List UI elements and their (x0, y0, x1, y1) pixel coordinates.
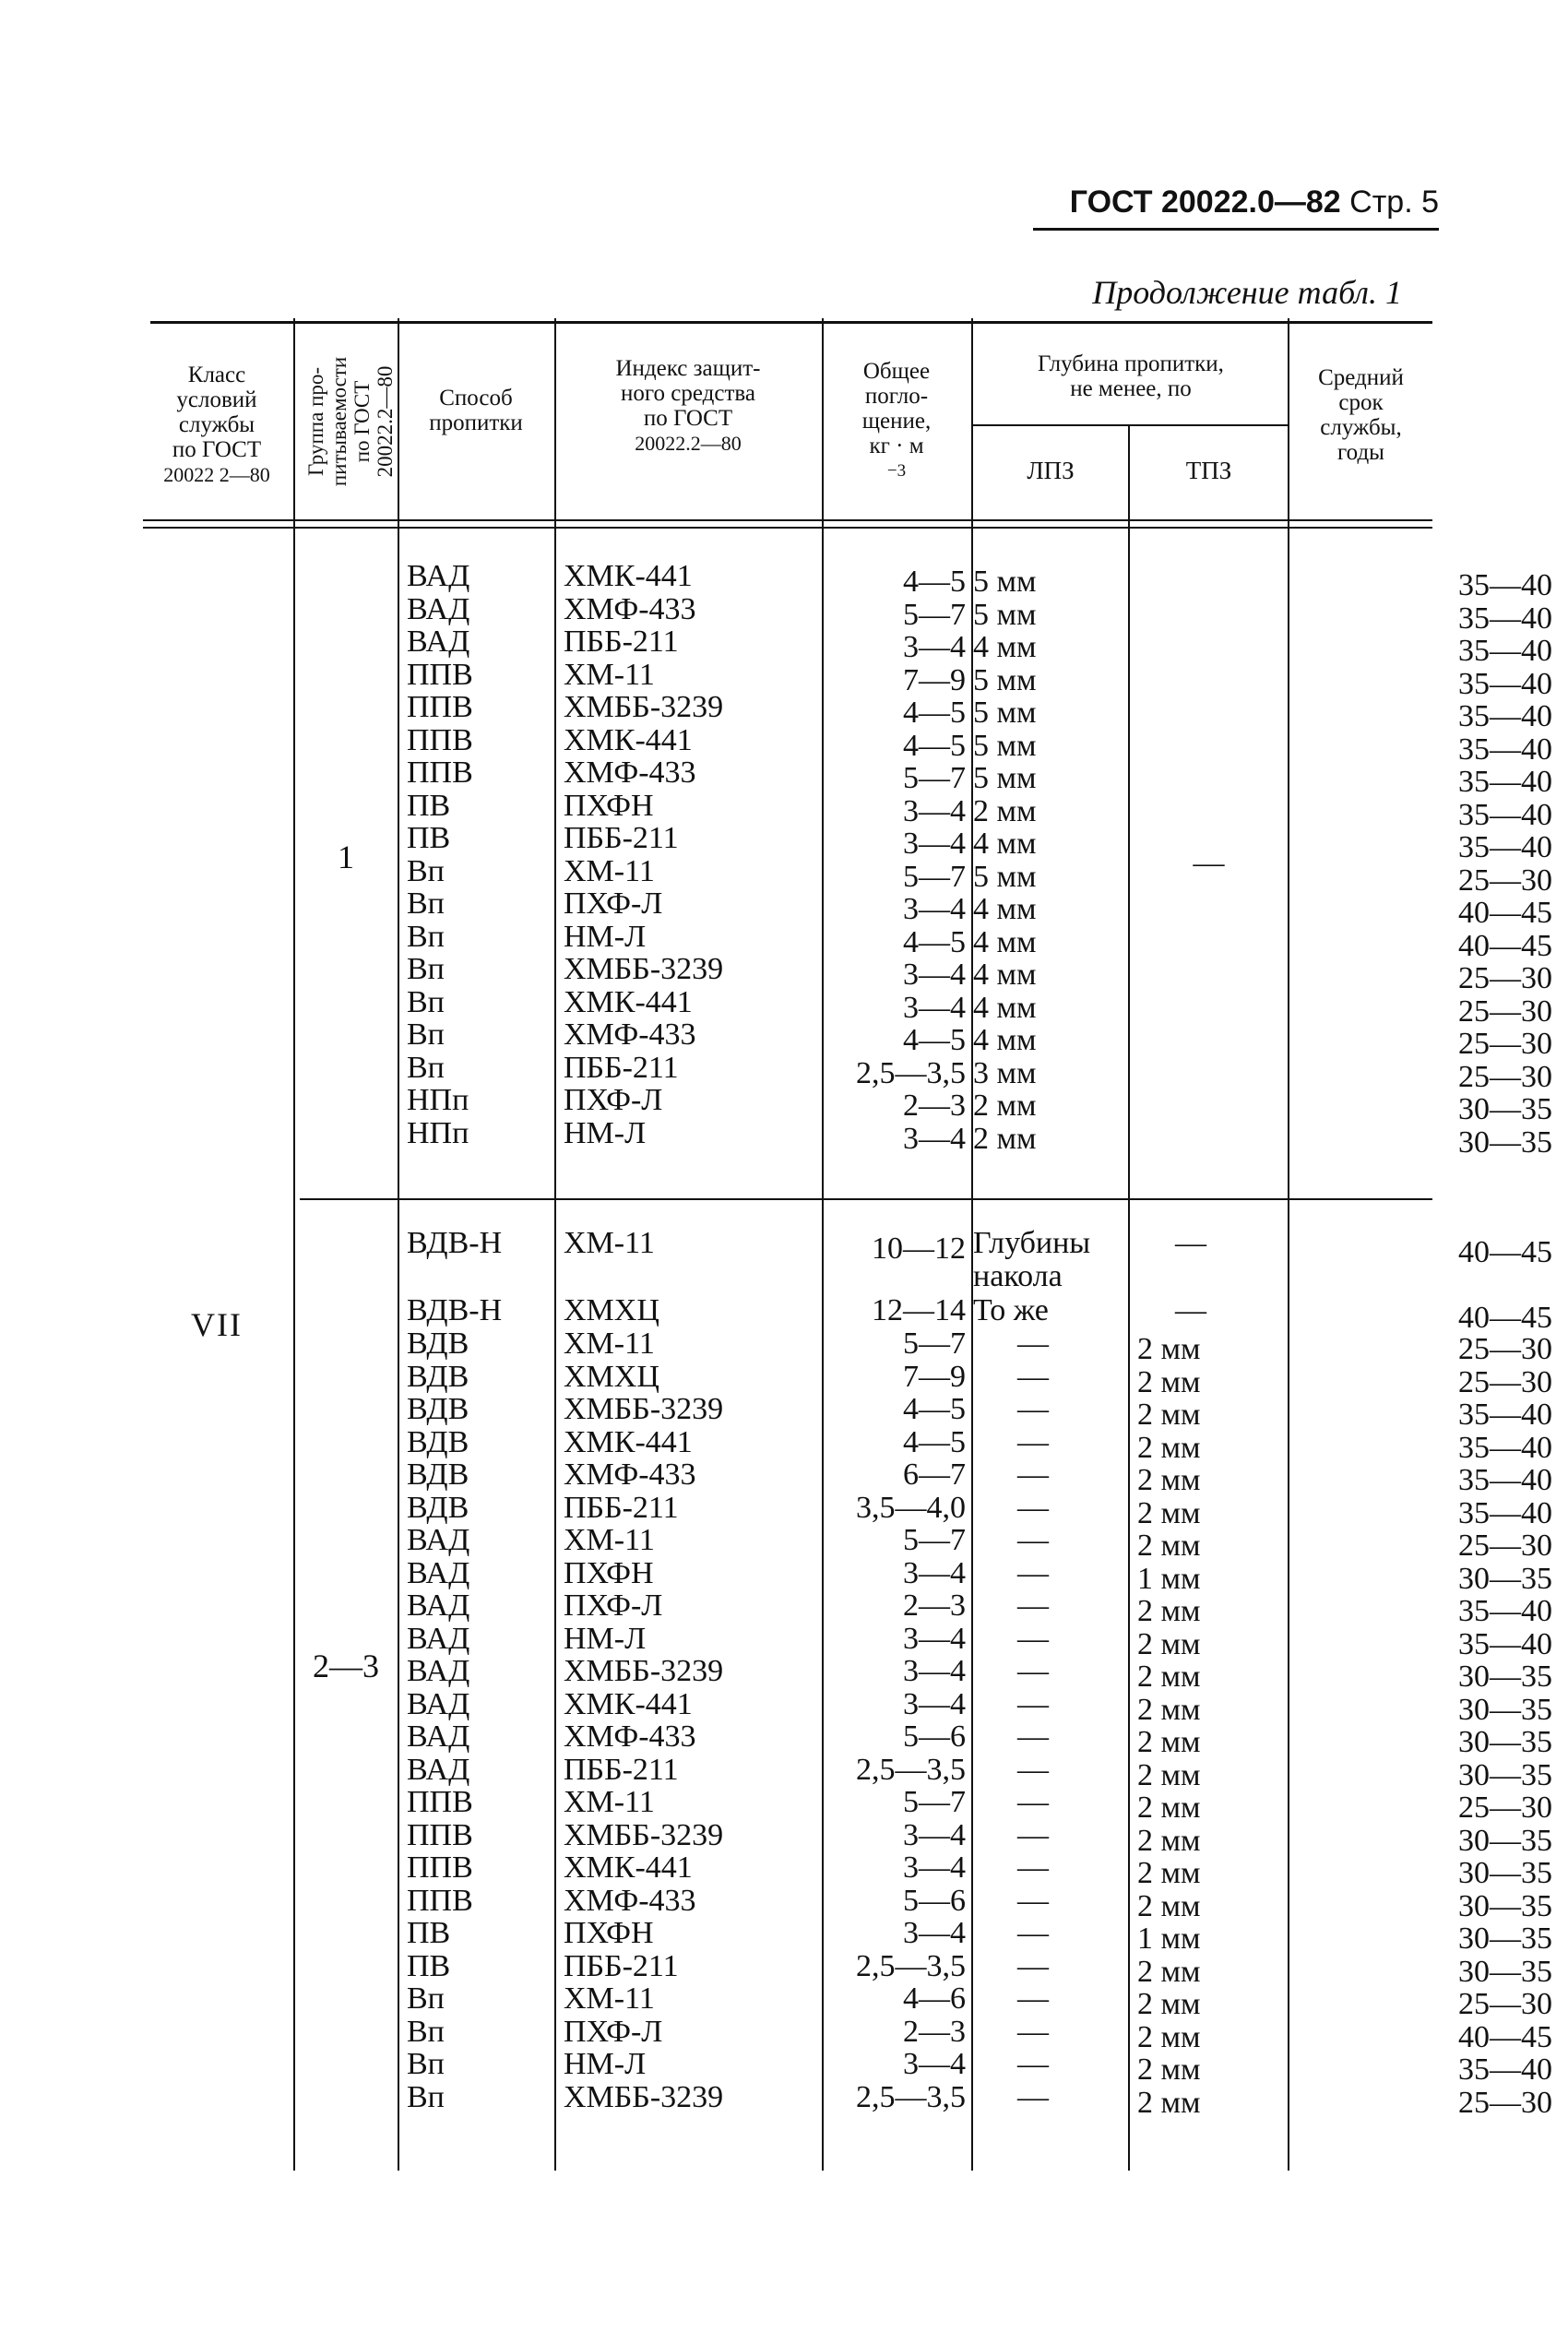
g1-row-17-method: НПп (407, 1115, 469, 1150)
g1-row-0-lpz: 5 мм (973, 565, 1037, 599)
g1-row-0-index: ХМК-441 (564, 559, 693, 593)
g2-row-23-method: Вп (407, 2079, 445, 2114)
g2-row-19-lpz: — (1017, 1948, 1049, 1983)
g2-row-18-tpz: 1 мм (1137, 1922, 1201, 1956)
data-table (143, 318, 1552, 2171)
g1-row-16-life: 30—35 (1458, 1092, 1552, 1126)
g2-row-21-tpz: 2 мм (1137, 2019, 1201, 2054)
g2-row-3-lpz: — (1017, 1424, 1049, 1459)
g2-row-6-absorption: 5—7 (903, 1523, 966, 1557)
header-bottom-rule-2 (143, 527, 1432, 529)
g2-row-14-index: ХМ-11 (564, 1785, 655, 1819)
group-1-tpz-dash: — (1193, 846, 1225, 880)
g1-row-5-absorption: 4—5 (903, 728, 966, 763)
g2-row-23-absorption: 2,5—3,5 (856, 2079, 966, 2114)
g1-row-13-method: Вп (407, 984, 445, 1019)
g2-row-15-lpz: — (1017, 1817, 1049, 1852)
col-header-tpz: ТПЗ (1185, 456, 1232, 484)
col-header-group: Группа про- питываемости по ГОСТ 20022.2—80 (304, 356, 397, 487)
g2-row-22-life: 35—40 (1458, 2052, 1552, 2087)
g1-row-2-life: 35—40 (1458, 634, 1552, 668)
g1-row-1-method: ВАД (407, 591, 470, 626)
g2-row-5-absorption: 3,5—4,0 (856, 1490, 966, 1525)
g2-row-3-life: 35—40 (1458, 1430, 1552, 1465)
g2-row-15-tpz: 2 мм (1137, 1823, 1201, 1858)
g1-row-1-lpz: 5 мм (973, 597, 1037, 632)
g1-row-0-life: 35—40 (1458, 568, 1552, 602)
g2-row-20-absorption: 4—6 (903, 1981, 966, 2016)
g2-row-4-method: ВДВ (407, 1458, 469, 1492)
g2-row-5-lpz: — (1017, 1490, 1049, 1525)
g1-row-6-index: ХМФ-433 (564, 756, 696, 790)
g1-row-12-method: Вп (407, 952, 445, 986)
g2-row-16-tpz: 2 мм (1137, 1856, 1201, 1890)
g1-row-1-life: 35—40 (1458, 601, 1552, 636)
g2-row-17-absorption: 5—6 (903, 1883, 966, 1918)
g2-row-12-absorption: 5—6 (903, 1719, 966, 1754)
g2-row-0-lpz: — (1017, 1327, 1049, 1361)
g1-row-13-absorption: 3—4 (903, 990, 966, 1025)
g2-row-21-life: 40—45 (1458, 2019, 1552, 2054)
g1-row-7-lpz: 2 мм (973, 793, 1037, 828)
g2-special-1-lpz: накола (973, 1259, 1063, 1293)
g2-row-8-absorption: 2—3 (903, 1588, 966, 1623)
g1-row-11-index: НМ-Л (564, 919, 647, 954)
g1-row-14-lpz: 4 мм (973, 1023, 1037, 1057)
g2-row-6-lpz: — (1017, 1523, 1049, 1557)
col-header-method: Способ пропитки (429, 386, 523, 435)
g2-row-15-method: ППВ (407, 1817, 473, 1852)
g1-row-6-life: 35—40 (1458, 765, 1552, 799)
group-divider-rule (300, 1198, 1432, 1200)
g2-row-22-lpz: — (1017, 2047, 1049, 2081)
g2-row-19-tpz: 2 мм (1137, 1954, 1201, 1989)
g2-row-23-life: 25—30 (1458, 2085, 1552, 2120)
g2-row-4-absorption: 6—7 (903, 1458, 966, 1492)
g2-row-7-life: 30—35 (1458, 1561, 1552, 1596)
g2-row-17-lpz: — (1017, 1883, 1049, 1918)
g2-row-1-lpz: — (1017, 1359, 1049, 1394)
g2-row-16-lpz: — (1017, 1850, 1049, 1885)
g2-row-16-method: ППВ (407, 1850, 473, 1885)
g1-row-16-index: ПХФ-Л (564, 1083, 663, 1117)
g2-row-1-absorption: 7—9 (903, 1359, 966, 1394)
g2-row-20-index: ХМ-11 (564, 1981, 655, 2016)
g2-row-5-life: 35—40 (1458, 1495, 1552, 1530)
g2-row-18-lpz: — (1017, 1916, 1049, 1950)
vline-1 (293, 318, 295, 2171)
g2-row-23-index: ХМББ-3239 (564, 2079, 724, 2114)
g2-row-12-index: ХМФ-433 (564, 1719, 696, 1754)
g2-row-4-tpz: 2 мм (1137, 1463, 1201, 1497)
g2-row-3-method: ВДВ (407, 1424, 469, 1459)
g1-row-11-lpz: 4 мм (973, 924, 1037, 959)
g2-row-21-absorption: 2—3 (903, 2014, 966, 2049)
g1-row-4-index: ХМББ-3239 (564, 690, 724, 724)
group-2-label: 2—3 (313, 1648, 379, 1684)
g1-row-1-absorption: 5—7 (903, 597, 966, 632)
g1-row-10-index: ПХФ-Л (564, 886, 663, 921)
g2-row-17-life: 30—35 (1458, 1888, 1552, 1923)
g2-row-9-absorption: 3—4 (903, 1621, 966, 1656)
g1-row-15-lpz: 3 мм (973, 1055, 1037, 1090)
g2-row-22-absorption: 3—4 (903, 2047, 966, 2081)
g2-row-12-life: 30—35 (1458, 1725, 1552, 1759)
page-header-text (1033, 184, 1439, 220)
header-bottom-rule (143, 519, 1432, 521)
g2-row-6-method: ВАД (407, 1523, 470, 1557)
g2-row-0-tpz: 2 мм (1137, 1332, 1201, 1366)
col-header-life: Средний срок службы, годы (1318, 365, 1404, 465)
g1-row-3-index: ХМ-11 (564, 657, 655, 692)
g2-row-11-absorption: 3—4 (903, 1686, 966, 1721)
g2-row-1-index: ХМХЦ (564, 1359, 659, 1394)
g1-row-6-lpz: 5 мм (973, 761, 1037, 795)
g2-row-20-tpz: 2 мм (1137, 1987, 1201, 2021)
g2-row-22-index: НМ-Л (564, 2047, 647, 2081)
g2-row-16-life: 30—35 (1458, 1856, 1552, 1890)
g2-special-2-lpz: То же (973, 1293, 1049, 1327)
g2-row-10-life: 30—35 (1458, 1660, 1552, 1694)
g2-row-6-tpz: 2 мм (1137, 1529, 1201, 1563)
g2-row-4-lpz: — (1017, 1458, 1049, 1492)
g2-row-0-index: ХМ-11 (564, 1327, 655, 1361)
g2-row-0-method: ВДВ (407, 1327, 469, 1361)
g2-row-21-index: ПХФ-Л (564, 2014, 663, 2049)
g2-row-18-absorption: 3—4 (903, 1916, 966, 1950)
depth-sub-rule (973, 424, 1289, 426)
g2-row-10-absorption: 3—4 (903, 1654, 966, 1688)
g2-row-11-life: 30—35 (1458, 1692, 1552, 1727)
g2-row-4-life: 35—40 (1458, 1463, 1552, 1497)
g2-row-14-life: 25—30 (1458, 1791, 1552, 1825)
g1-row-14-index: ХМФ-433 (564, 1017, 696, 1052)
g1-row-2-index: ПББ-211 (564, 625, 679, 659)
g1-row-14-absorption: 4—5 (903, 1023, 966, 1057)
g1-row-10-absorption: 3—4 (903, 892, 966, 926)
g1-row-12-life: 25—30 (1458, 961, 1552, 995)
g2-row-19-life: 30—35 (1458, 1954, 1552, 1989)
g2-special-2-index: ХМХЦ (564, 1293, 659, 1327)
g1-row-12-lpz: 4 мм (973, 958, 1037, 992)
g1-row-14-method: Вп (407, 1017, 445, 1052)
g1-row-8-method: ПВ (407, 821, 451, 855)
header-rule (1033, 228, 1439, 231)
g2-row-3-index: ХМК-441 (564, 1424, 693, 1459)
g1-row-12-absorption: 3—4 (903, 958, 966, 992)
continuation-label: Продолжение табл. 1 (1092, 274, 1402, 311)
g1-row-9-index: ХМ-11 (564, 853, 655, 888)
g2-row-12-method: ВАД (407, 1719, 470, 1754)
g2-row-18-life: 30—35 (1458, 1922, 1552, 1956)
g2-row-20-lpz: — (1017, 1981, 1049, 2016)
g2-row-14-lpz: — (1017, 1785, 1049, 1819)
g2-row-0-absorption: 5—7 (903, 1327, 966, 1361)
g1-row-15-life: 25—30 (1458, 1059, 1552, 1094)
g2-row-9-life: 35—40 (1458, 1626, 1552, 1661)
g2-row-5-method: ВДВ (407, 1490, 469, 1525)
g2-special-2-tpz: — (1175, 1293, 1206, 1327)
g1-row-7-absorption: 3—4 (903, 793, 966, 828)
g1-row-9-life: 25—30 (1458, 863, 1552, 898)
g2-row-23-lpz: — (1017, 2079, 1049, 2114)
g1-row-11-absorption: 4—5 (903, 924, 966, 959)
g1-row-3-life: 35—40 (1458, 666, 1552, 701)
g2-row-12-lpz: — (1017, 1719, 1049, 1754)
g2-row-3-tpz: 2 мм (1137, 1430, 1201, 1465)
page-header (1033, 184, 1439, 231)
g1-row-13-life: 25—30 (1458, 993, 1552, 1029)
g2-row-14-method: ППВ (407, 1785, 473, 1819)
g2-row-8-life: 35—40 (1458, 1594, 1552, 1628)
g1-row-3-absorption: 7—9 (903, 662, 966, 697)
g2-row-13-lpz: — (1017, 1752, 1049, 1787)
g2-row-2-life: 35—40 (1458, 1398, 1552, 1432)
g2-row-8-lpz: — (1017, 1588, 1049, 1623)
g2-row-23-tpz: 2 мм (1137, 2085, 1201, 2120)
g2-special-0-method: ВДВ-Н (407, 1226, 503, 1260)
g2-row-10-tpz: 2 мм (1137, 1660, 1201, 1694)
g1-row-7-life: 35—40 (1458, 797, 1552, 832)
g2-special-0-life: 40—45 (1458, 1235, 1552, 1269)
g2-row-8-index: ПХФ-Л (564, 1588, 663, 1623)
vline-2 (398, 318, 399, 2171)
g2-row-17-index: ХМФ-433 (564, 1883, 696, 1918)
g2-special-0-tpz: — (1175, 1226, 1206, 1260)
g1-row-16-lpz: 2 мм (973, 1089, 1037, 1123)
g2-row-20-method: Вп (407, 1981, 445, 2016)
group-1-label: 1 (338, 839, 354, 875)
g2-row-14-absorption: 5—7 (903, 1785, 966, 1819)
g1-row-2-method: ВАД (407, 625, 470, 659)
table-top-rule (150, 321, 1432, 324)
g1-row-17-life: 30—35 (1458, 1124, 1552, 1160)
g1-row-8-absorption: 3—4 (903, 827, 966, 861)
g2-row-0-life: 25—30 (1458, 1332, 1552, 1366)
g2-row-13-absorption: 2,5—3,5 (856, 1752, 966, 1787)
vline-3 (554, 318, 556, 2171)
g1-row-13-lpz: 4 мм (973, 990, 1037, 1025)
g2-row-21-method: Вп (407, 2014, 445, 2049)
g2-row-8-tpz: 2 мм (1137, 1594, 1201, 1628)
g2-row-14-tpz: 2 мм (1137, 1791, 1201, 1825)
g2-row-16-index: ХМК-441 (564, 1850, 693, 1885)
g2-row-2-tpz: 2 мм (1137, 1398, 1201, 1432)
g2-row-11-lpz: — (1017, 1686, 1049, 1721)
g2-row-10-method: ВАД (407, 1654, 470, 1688)
g2-row-11-tpz: 2 мм (1137, 1692, 1201, 1727)
g1-row-10-life: 40—45 (1458, 896, 1552, 930)
g2-row-4-index: ХМФ-433 (564, 1458, 696, 1492)
g1-row-0-absorption: 4—5 (903, 565, 966, 599)
g1-row-15-index: ПББ-211 (564, 1050, 679, 1085)
g1-row-10-lpz: 4 мм (973, 892, 1037, 926)
g2-row-5-tpz: 2 мм (1137, 1495, 1201, 1530)
g2-row-17-method: ППВ (407, 1883, 473, 1918)
g1-row-4-absorption: 4—5 (903, 696, 966, 730)
g2-row-7-lpz: — (1017, 1555, 1049, 1590)
service-class-value: VII (191, 1306, 243, 1343)
g2-row-9-tpz: 2 мм (1137, 1626, 1201, 1661)
g1-row-16-method: НПп (407, 1083, 469, 1117)
g2-row-6-life: 25—30 (1458, 1529, 1552, 1563)
g1-row-17-absorption: 3—4 (903, 1121, 966, 1156)
g2-row-15-index: ХМББ-3239 (564, 1817, 724, 1852)
g1-row-6-absorption: 5—7 (903, 761, 966, 795)
g1-row-5-index: ХМК-441 (564, 722, 693, 757)
g2-row-22-method: Вп (407, 2047, 445, 2081)
g2-row-13-method: ВАД (407, 1752, 470, 1787)
g2-row-16-absorption: 3—4 (903, 1850, 966, 1885)
g2-row-19-method: ПВ (407, 1948, 451, 1983)
g2-special-0-absorption: 10—12 (872, 1231, 966, 1266)
g1-row-3-method: ППВ (407, 657, 473, 692)
g2-special-0-index: ХМ-11 (564, 1226, 655, 1260)
g2-special-2-absorption: 12—14 (872, 1293, 966, 1327)
g1-row-8-life: 35—40 (1458, 830, 1552, 864)
g1-row-12-index: ХМББ-3239 (564, 952, 724, 986)
g1-row-1-index: ХМФ-433 (564, 591, 696, 626)
g2-row-19-absorption: 2,5—3,5 (856, 1948, 966, 1983)
g2-row-8-method: ВАД (407, 1588, 470, 1623)
g2-row-3-absorption: 4—5 (903, 1424, 966, 1459)
g1-row-0-method: ВАД (407, 559, 470, 593)
g2-row-18-method: ПВ (407, 1916, 451, 1950)
g2-row-9-index: НМ-Л (564, 1621, 647, 1656)
g2-row-5-index: ПББ-211 (564, 1490, 679, 1525)
g1-row-15-method: Вп (407, 1050, 445, 1085)
g1-row-11-life: 40—45 (1458, 928, 1552, 963)
g2-row-18-index: ПХФН (564, 1916, 654, 1950)
g2-row-13-tpz: 2 мм (1137, 1757, 1201, 1792)
g2-row-21-lpz: — (1017, 2014, 1049, 2049)
g1-row-9-absorption: 5—7 (903, 859, 966, 894)
g1-row-17-lpz: 2 мм (973, 1121, 1037, 1156)
g1-row-8-lpz: 4 мм (973, 827, 1037, 861)
g1-row-4-life: 35—40 (1458, 699, 1552, 733)
g1-row-15-absorption: 2,5—3,5 (856, 1055, 966, 1090)
g1-row-17-index: НМ-Л (564, 1115, 647, 1150)
g2-row-10-lpz: — (1017, 1654, 1049, 1688)
g2-row-11-method: ВАД (407, 1686, 470, 1721)
g2-row-10-index: ХМББ-3239 (564, 1654, 724, 1688)
g2-row-9-lpz: — (1017, 1621, 1049, 1656)
g1-row-3-lpz: 5 мм (973, 662, 1037, 697)
g1-row-13-index: ХМК-441 (564, 984, 693, 1019)
col-header-depth: Глубина пропитки, не менее, по (1038, 351, 1224, 401)
g2-row-7-index: ПХФН (564, 1555, 654, 1590)
g2-row-20-life: 25—30 (1458, 1987, 1552, 2021)
g2-row-11-index: ХМК-441 (564, 1686, 693, 1721)
col-header-lpz: ЛПЗ (1027, 456, 1075, 484)
g1-row-11-method: Вп (407, 919, 445, 954)
g1-row-5-method: ППВ (407, 722, 473, 757)
g2-row-2-lpz: — (1017, 1392, 1049, 1426)
g2-row-9-method: ВАД (407, 1621, 470, 1656)
g2-row-1-tpz: 2 мм (1137, 1364, 1201, 1399)
g2-special-2-method: ВДВ-Н (407, 1293, 503, 1327)
g2-row-7-method: ВАД (407, 1555, 470, 1590)
g2-row-22-tpz: 2 мм (1137, 2052, 1201, 2087)
g1-row-7-index: ПХФН (564, 788, 654, 823)
g2-row-1-method: ВДВ (407, 1359, 469, 1394)
g1-row-2-lpz: 4 мм (973, 630, 1037, 664)
col-header-index: Индекс защит- ного средства по ГОСТ 20022.2—80 (615, 356, 761, 455)
g1-row-5-lpz: 5 мм (973, 728, 1037, 763)
g1-row-8-index: ПББ-211 (564, 821, 679, 855)
g2-special-0-lpz: Глубины (973, 1226, 1091, 1260)
g2-row-7-absorption: 3—4 (903, 1555, 966, 1590)
g2-special-2-life: 40—45 (1458, 1301, 1552, 1335)
g2-row-1-life: 25—30 (1458, 1364, 1552, 1399)
col-header-class: Класс условий службы по ГОСТ 20022 2—80 (163, 362, 270, 486)
g1-row-7-method: ПВ (407, 788, 451, 823)
g1-row-2-absorption: 3—4 (903, 630, 966, 664)
g2-row-13-life: 30—35 (1458, 1757, 1552, 1792)
g2-row-2-method: ВДВ (407, 1392, 469, 1426)
g1-row-10-method: Вп (407, 886, 445, 921)
g2-row-12-tpz: 2 мм (1137, 1725, 1201, 1759)
g1-row-5-life: 35—40 (1458, 732, 1552, 767)
g1-row-14-life: 25—30 (1458, 1027, 1552, 1061)
page-number: Стр. 5 (1349, 184, 1439, 220)
g2-row-6-index: ХМ-11 (564, 1523, 655, 1557)
g2-row-17-tpz: 2 мм (1137, 1888, 1201, 1923)
g2-row-15-life: 30—35 (1458, 1823, 1552, 1858)
gost-number: ГОСТ 20022.0—82 (1069, 184, 1341, 220)
g2-row-7-tpz: 1 мм (1137, 1561, 1201, 1596)
g1-row-6-method: ППВ (407, 756, 473, 790)
g1-row-4-method: ППВ (407, 690, 473, 724)
g1-row-9-method: Вп (407, 853, 445, 888)
g1-row-4-lpz: 5 мм (973, 696, 1037, 730)
g2-row-2-index: ХМББ-3239 (564, 1392, 724, 1426)
g1-row-9-lpz: 5 мм (973, 859, 1037, 894)
g2-row-13-index: ПББ-211 (564, 1752, 679, 1787)
vline-7 (1288, 318, 1289, 2171)
g2-row-2-absorption: 4—5 (903, 1392, 966, 1426)
g2-row-19-index: ПББ-211 (564, 1948, 679, 1983)
g1-row-16-absorption: 2—3 (903, 1089, 966, 1123)
col-header-absorption: Общее погло- щение, кг · м $^{-3}$ (861, 358, 932, 481)
g2-row-15-absorption: 3—4 (903, 1817, 966, 1852)
